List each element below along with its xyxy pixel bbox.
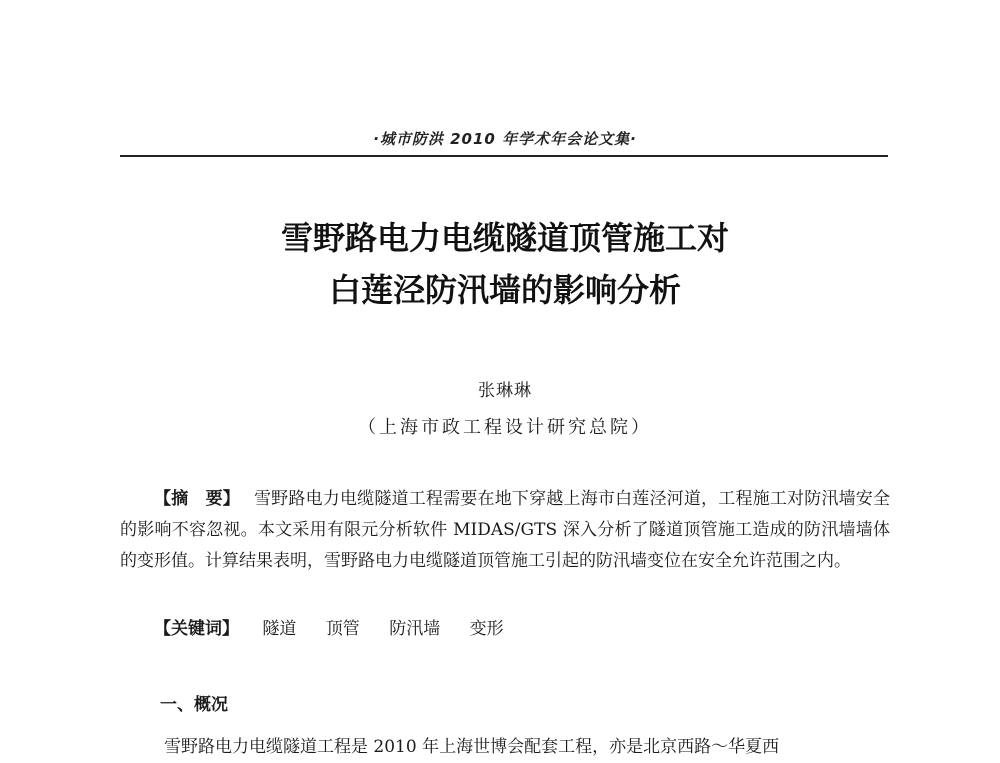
abstract-label: 【摘 要】 [154, 489, 240, 509]
keywords-label: 【关键词】 [154, 619, 239, 639]
keyword-item: 防汛墙 [389, 619, 441, 639]
keyword-item: 变形 [469, 619, 504, 639]
body-paragraph-first-line: 雪野路电力电缆隧道工程是 2010 年上海世博会配套工程，亦是北京西路～华夏西 [164, 737, 780, 757]
author-name: 张琳琳 [478, 381, 532, 401]
keywords [154, 614, 890, 645]
title-line-1: 雪野路电力电缆隧道顶管施工对 [280, 219, 729, 257]
keyword-item: 隧道 [262, 619, 297, 639]
section-heading: 一、概况 [160, 695, 228, 715]
abstract [120, 484, 890, 577]
author-affiliation: （上海市政工程设计研究总院） [358, 417, 652, 438]
article-title [120, 212, 890, 316]
header-rule [120, 155, 888, 157]
body-paragraph [120, 732, 890, 763]
running-header: ·城市防洪 2010 年学术年会论文集· [373, 130, 637, 148]
abstract-text: 雪野路电力电缆隧道工程需要在地下穿越上海市白莲泾河道，工程施工对防汛墙安全的影响不容忽视。本文采用有限元分析软件 MIDAS/GTS 深入分析了隧道顶管施工造成的防汛墙墙体的变形值。计算结果表明，雪野路电力电缆隧道顶管施工引起的防汛墙变位在安全允许范围之内。 [120, 489, 891, 571]
keyword-item: 顶管 [325, 619, 360, 639]
title-line-2: 白莲泾防汛墙的影响分析 [328, 271, 681, 309]
